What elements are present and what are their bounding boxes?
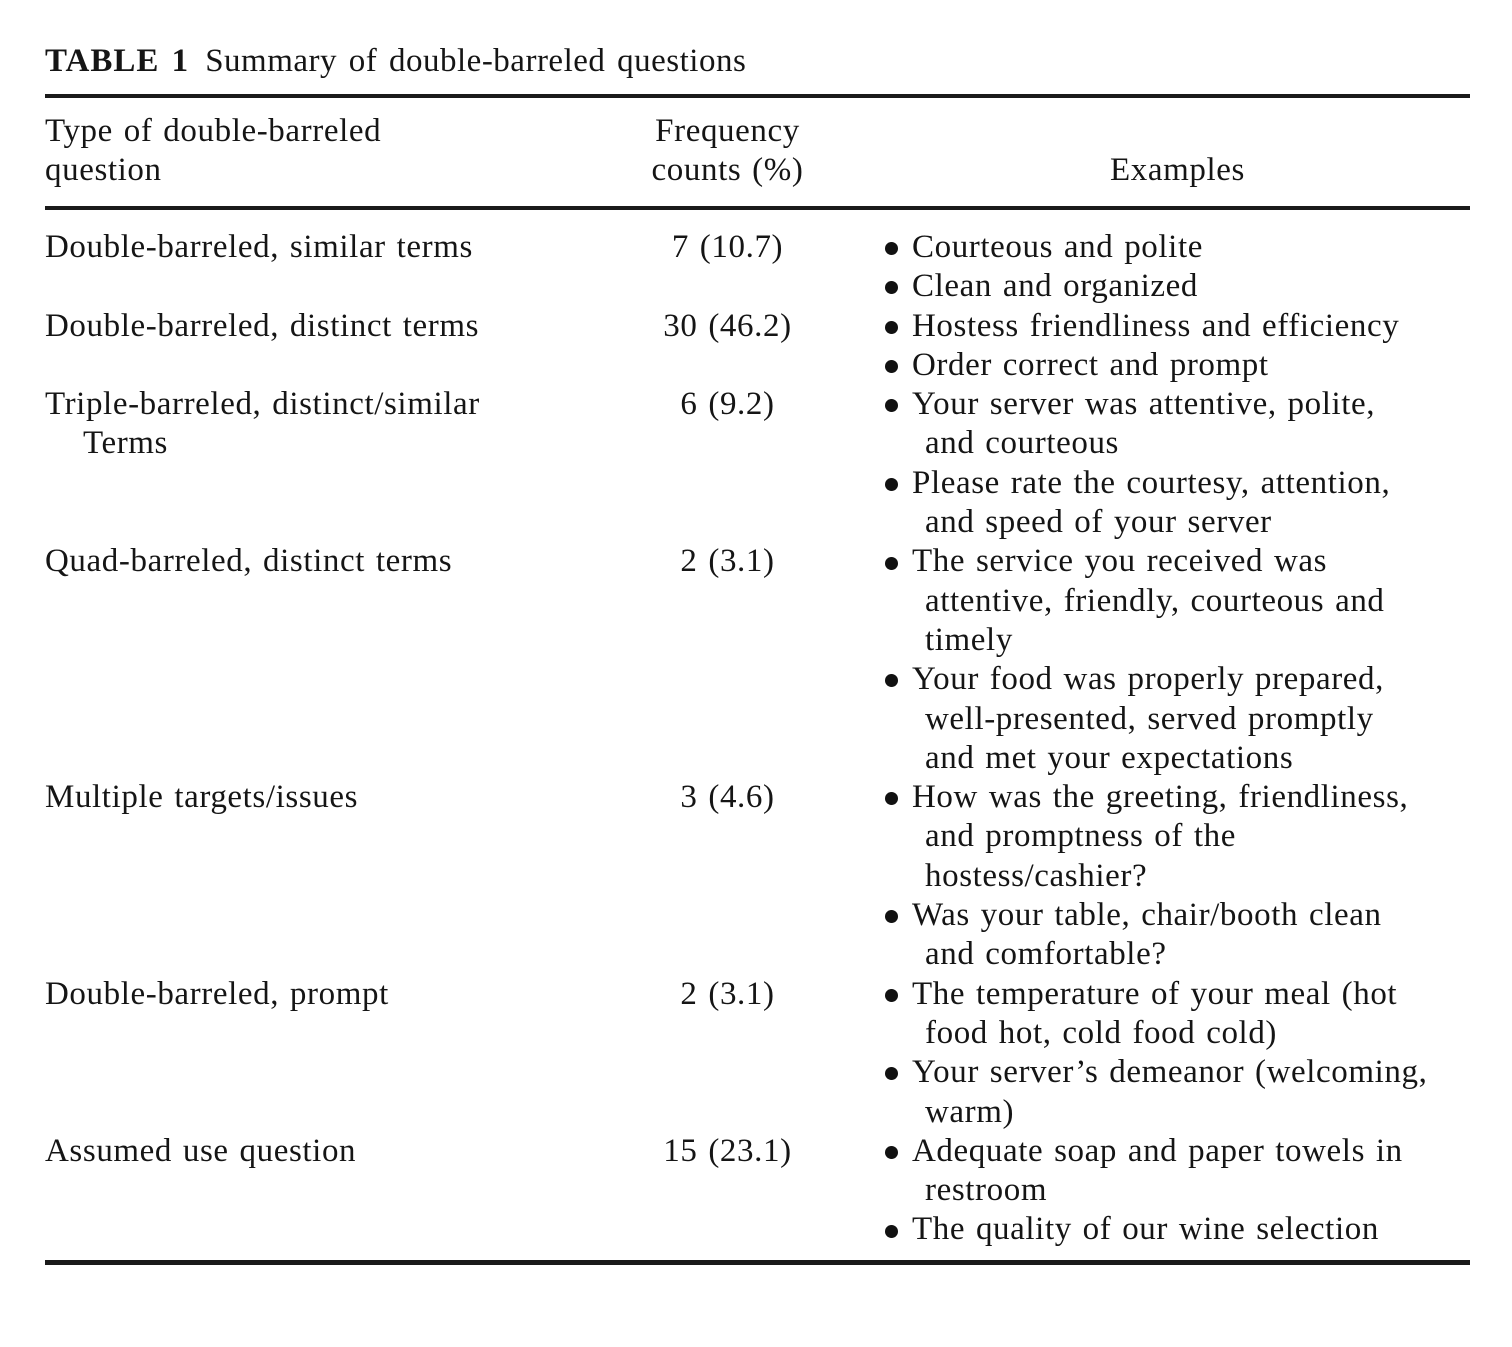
example-item bbox=[885, 385, 1470, 464]
example-text: How was the greeting, friendliness, bbox=[912, 779, 1409, 816]
example-line: restroom bbox=[925, 1172, 1048, 1209]
example-line bbox=[885, 896, 1470, 935]
example-item bbox=[885, 660, 1470, 778]
column-header-examples: Examples bbox=[1110, 152, 1245, 188]
frequency-value: 3 (4.6) bbox=[680, 779, 775, 816]
example-item bbox=[885, 1053, 1470, 1132]
row-frequency-cell bbox=[630, 778, 825, 974]
bullet-icon bbox=[885, 399, 898, 412]
column-gap bbox=[825, 975, 885, 1132]
row-type-cell bbox=[45, 1132, 630, 1250]
bullet-icon bbox=[885, 1225, 898, 1238]
table-number: TABLE 1 bbox=[45, 43, 190, 79]
table-row bbox=[45, 228, 1470, 307]
example-item bbox=[885, 267, 1470, 306]
example-line: well-presented, served promptly bbox=[925, 700, 1374, 737]
example-list bbox=[885, 307, 1470, 386]
example-list bbox=[885, 778, 1470, 974]
example-list bbox=[885, 975, 1470, 1132]
table-caption: Summary of double-barreled questions bbox=[205, 43, 747, 79]
row-frequency-cell bbox=[630, 228, 825, 307]
example-text: Clean and organized bbox=[912, 268, 1199, 305]
example-item bbox=[885, 1132, 1470, 1211]
row-type-line: Quad-barreled, distinct terms bbox=[45, 543, 453, 580]
example-list bbox=[885, 228, 1470, 307]
example-line: and courteous bbox=[925, 425, 1119, 462]
example-item bbox=[885, 228, 1470, 267]
example-line bbox=[885, 542, 1470, 581]
bullet-icon bbox=[885, 910, 898, 923]
example-line: and speed of your server bbox=[925, 504, 1272, 541]
row-examples-cell bbox=[885, 975, 1470, 1132]
example-line: hostess/cashier? bbox=[925, 857, 1148, 894]
example-line: timely bbox=[925, 621, 1013, 658]
column-gap bbox=[825, 385, 885, 542]
example-list bbox=[885, 385, 1470, 542]
bullet-icon bbox=[885, 360, 898, 373]
row-frequency-cell bbox=[630, 975, 825, 1132]
column-header-frequency bbox=[630, 112, 825, 190]
example-text: The temperature of your meal (hot bbox=[912, 975, 1398, 1012]
example-line: warm) bbox=[925, 1093, 1015, 1130]
example-text: The quality of our wine selection bbox=[912, 1211, 1379, 1248]
row-type-cell bbox=[45, 778, 630, 974]
table-title bbox=[45, 40, 1470, 82]
row-examples-cell bbox=[885, 542, 1470, 778]
row-type-cell bbox=[45, 542, 630, 778]
example-line: food hot, cold food cold) bbox=[925, 1014, 1278, 1051]
table-row bbox=[45, 778, 1470, 974]
row-type-line: Double-barreled, distinct terms bbox=[45, 307, 480, 344]
bottom-rule bbox=[45, 1260, 1470, 1265]
example-line: attentive, friendly, courteous and bbox=[925, 582, 1385, 619]
row-type-cell bbox=[45, 228, 630, 307]
example-item bbox=[885, 1210, 1470, 1249]
example-line bbox=[885, 385, 1470, 424]
example-item bbox=[885, 778, 1470, 896]
table-row bbox=[45, 385, 1470, 542]
example-line: and met your expectations bbox=[925, 739, 1294, 776]
example-line bbox=[885, 660, 1470, 699]
row-frequency-cell bbox=[630, 307, 825, 386]
example-line bbox=[885, 464, 1470, 503]
row-frequency-cell bbox=[630, 1132, 825, 1250]
row-examples-cell bbox=[885, 228, 1470, 307]
row-type-line: Double-barreled, similar terms bbox=[45, 229, 473, 265]
example-text: Was your table, chair/booth clean bbox=[912, 897, 1382, 934]
column-header-frequency-line1: Frequency bbox=[655, 113, 800, 149]
column-gap bbox=[825, 1132, 885, 1250]
example-line bbox=[885, 228, 1470, 267]
example-text: The service you received was bbox=[912, 543, 1328, 580]
row-type-line: Triple-barreled, distinct/similar bbox=[45, 386, 480, 423]
row-type-line: Assumed use question bbox=[45, 1132, 357, 1169]
example-line bbox=[885, 1132, 1470, 1171]
bullet-icon bbox=[885, 478, 898, 491]
bullet-icon bbox=[885, 281, 898, 294]
example-line bbox=[885, 778, 1470, 817]
example-text: Your server’s demeanor (welcoming, bbox=[912, 1054, 1428, 1091]
example-line bbox=[885, 346, 1470, 385]
example-line bbox=[885, 975, 1470, 1014]
row-examples-cell bbox=[885, 307, 1470, 386]
example-item bbox=[885, 307, 1470, 346]
row-frequency-cell bbox=[630, 542, 825, 778]
frequency-value: 2 (3.1) bbox=[680, 543, 775, 580]
column-header-frequency-line2: counts (%) bbox=[651, 152, 804, 188]
column-gap bbox=[825, 228, 885, 307]
bullet-icon bbox=[885, 321, 898, 334]
frequency-value: 15 (23.1) bbox=[663, 1132, 792, 1169]
example-text: Hostess friendliness and efficiency bbox=[912, 307, 1400, 344]
example-line bbox=[885, 1210, 1470, 1249]
frequency-value: 30 (46.2) bbox=[663, 307, 792, 344]
bullet-icon bbox=[885, 557, 898, 570]
example-line bbox=[885, 267, 1470, 306]
table-row bbox=[45, 975, 1470, 1132]
column-header-type-line1: Type of double-barreled bbox=[45, 113, 382, 149]
example-item bbox=[885, 464, 1470, 543]
bullet-icon bbox=[885, 989, 898, 1002]
column-header-type-line2: question bbox=[45, 152, 162, 188]
table-row bbox=[45, 1132, 1470, 1250]
example-text: Your server was attentive, polite, bbox=[912, 386, 1376, 423]
example-line bbox=[885, 307, 1470, 346]
bullet-icon bbox=[885, 242, 898, 255]
column-gap bbox=[825, 307, 885, 386]
table-row bbox=[45, 307, 1470, 386]
example-text: Courteous and polite bbox=[912, 229, 1203, 265]
bullet-icon bbox=[885, 1146, 898, 1159]
example-item bbox=[885, 542, 1470, 660]
column-header-type bbox=[45, 112, 630, 190]
example-line: and promptness of the bbox=[925, 818, 1236, 855]
row-type-line: Multiple targets/issues bbox=[45, 779, 359, 816]
row-type-cell bbox=[45, 307, 630, 386]
bullet-icon bbox=[885, 674, 898, 687]
row-frequency-cell bbox=[630, 385, 825, 542]
table-header-row bbox=[45, 98, 1470, 206]
example-text: Adequate soap and paper towels in bbox=[912, 1132, 1403, 1169]
example-text: Please rate the courtesy, attention, bbox=[912, 464, 1391, 501]
table-row bbox=[45, 542, 1470, 778]
table-figure bbox=[0, 40, 1512, 1265]
bullet-icon bbox=[885, 1067, 898, 1080]
example-list bbox=[885, 1132, 1470, 1250]
example-line bbox=[885, 1053, 1470, 1092]
frequency-value: 7 (10.7) bbox=[671, 229, 784, 265]
row-type-line: Double-barreled, prompt bbox=[45, 975, 389, 1012]
row-type-line: Terms bbox=[83, 425, 169, 462]
example-item bbox=[885, 975, 1470, 1054]
example-line: and comfortable? bbox=[925, 936, 1167, 973]
column-gap bbox=[825, 542, 885, 778]
example-list bbox=[885, 542, 1470, 778]
example-text: Your food was properly prepared, bbox=[912, 661, 1384, 698]
table-body bbox=[45, 210, 1470, 1260]
example-item bbox=[885, 896, 1470, 975]
row-examples-cell bbox=[885, 778, 1470, 974]
row-examples-cell bbox=[885, 1132, 1470, 1250]
row-type-cell bbox=[45, 385, 630, 542]
bullet-icon bbox=[885, 792, 898, 805]
example-item bbox=[885, 346, 1470, 385]
frequency-value: 2 (3.1) bbox=[680, 975, 775, 1012]
example-text: Order correct and prompt bbox=[912, 346, 1269, 383]
row-examples-cell bbox=[885, 385, 1470, 542]
frequency-value: 6 (9.2) bbox=[680, 386, 775, 423]
row-type-cell bbox=[45, 975, 630, 1132]
column-gap bbox=[825, 778, 885, 974]
